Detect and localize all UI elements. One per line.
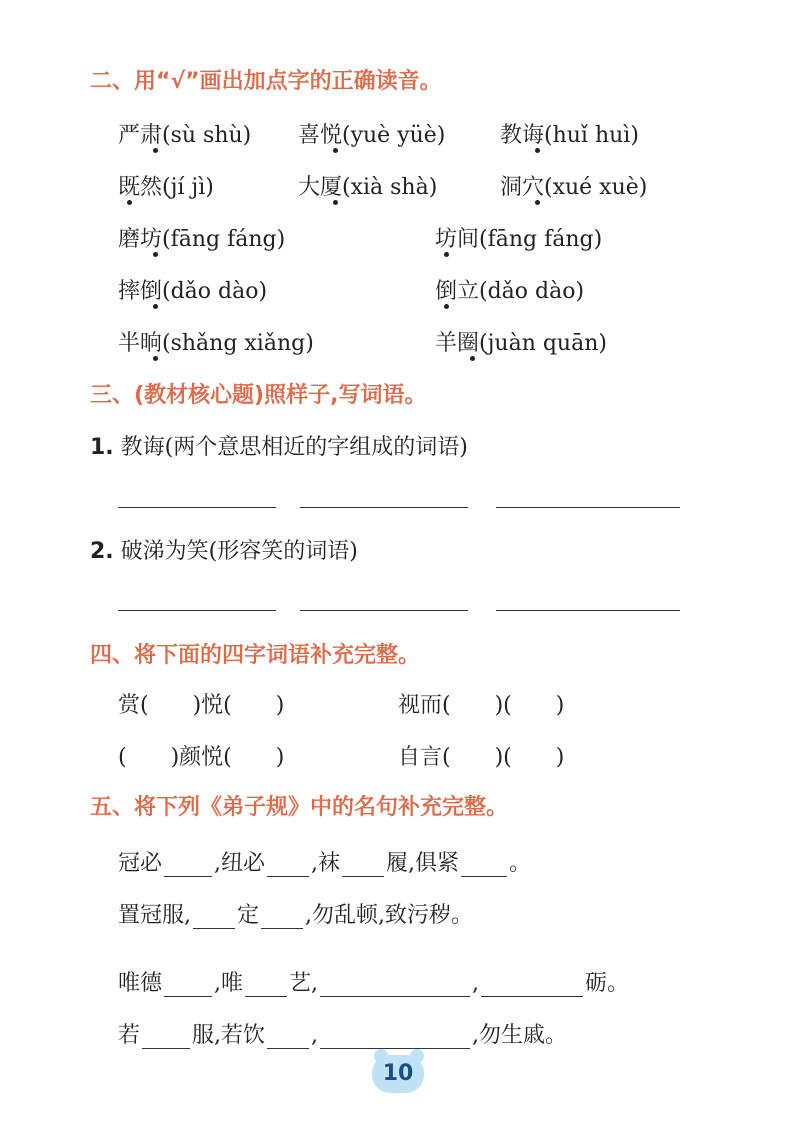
section-5-title: 五、将下列《弟子规》中的名句补充完整。 [90,795,509,820]
emphasis-dot [333,148,338,153]
verse-line-3 [118,966,629,997]
verse-text: ,纽必 [214,851,266,876]
pinyin-item: 半晌(shǎng xiǎng) [118,331,314,356]
emphasis-dot [153,252,158,257]
verse-text: 服,若饮 [192,1023,266,1048]
section-4-title: 四、将下面的四字词语补充完整。 [90,643,421,668]
fill-blank[interactable] [193,908,235,929]
verse-text: , [311,1023,319,1048]
pinyin-item: 坊间(fāng fáng) [435,227,603,252]
idiom-item[interactable]: 视而( )( ) [398,693,565,718]
verse-line-2 [118,898,473,929]
verse-text: 砺。 [585,971,630,996]
verse-text: ,袜 [311,851,341,876]
section-2-title: 二、用“√”画出加点字的正确读音。 [90,69,442,94]
emphasis-dot [127,200,132,205]
emphasis-dot [535,148,540,153]
answer-line[interactable] [300,507,468,508]
fill-blank[interactable] [320,976,470,997]
fill-blank[interactable] [267,1028,309,1049]
fill-blank[interactable] [342,856,384,877]
emphasis-dot [470,356,475,361]
fill-blank[interactable] [320,1028,470,1049]
page-number: 10 [372,1055,424,1093]
emphasis-dot [153,148,158,153]
verse-line-1 [118,846,531,877]
emphasis-dot [444,252,449,257]
verse-text: ,勿生戚。 [472,1023,568,1048]
pinyin-item: 教诲(huǐ huì) [500,123,639,148]
question-2 [90,534,358,565]
emphasis-dot [535,200,540,205]
question-number: 2. [90,539,114,564]
verse-text: , [472,971,480,996]
idiom-item[interactable]: 赏( )悦( ) [118,693,285,718]
section-3-title: 三、(教材核心题)照样子,写词语。 [90,383,427,408]
verse-text: 若 [118,1023,141,1048]
pinyin-item: 严肃(sù shù) [118,123,252,148]
answer-line[interactable] [118,610,276,611]
pinyin-item: 大厦(xià shà) [298,175,438,200]
answer-line[interactable] [496,610,680,611]
fill-blank[interactable] [245,976,287,997]
pinyin-item: 洞穴(xué xuè) [500,175,648,200]
verse-text: 。 [509,851,532,876]
pinyin-item: 摔倒(dǎo dào) [118,279,268,304]
pinyin-item: 磨坊(fāng fáng) [118,227,286,252]
verse-text: 置冠服, [118,903,191,928]
fill-blank[interactable] [461,856,507,877]
question-number: 1. [90,435,114,460]
emphasis-dot [333,200,338,205]
emphasis-dot [153,304,158,309]
pinyin-item: 喜悦(yuè yüè) [298,123,446,148]
answer-line[interactable] [300,610,468,611]
idiom-item[interactable]: 自言( )( ) [398,745,565,770]
fill-blank[interactable] [164,976,212,997]
question-text: 教诲(两个意思相近的字组成的词语) [120,435,468,460]
verse-text: 履,俱紧 [386,851,460,876]
pinyin-item: 羊圈(juàn quān) [435,331,607,356]
question-text: 破涕为笑(形容笑的词语) [120,539,358,564]
question-1 [90,430,468,461]
idiom-item[interactable]: ( )颜悦( ) [118,745,285,770]
fill-blank[interactable] [267,856,309,877]
verse-text: ,勿乱顿,致污秽。 [305,903,474,928]
verse-text: 定 [237,903,260,928]
fill-blank[interactable] [164,856,212,877]
emphasis-dot [153,356,158,361]
verse-line-4 [118,1018,567,1049]
pinyin-item: 既然(jí jì) [118,175,214,200]
answer-line[interactable] [118,507,276,508]
verse-text: 唯德 [118,971,163,996]
verse-text: 艺, [289,971,319,996]
fill-blank[interactable] [481,976,583,997]
verse-text: ,唯 [214,971,244,996]
fill-blank[interactable] [261,908,303,929]
emphasis-dot [444,304,449,309]
fill-blank[interactable] [142,1028,190,1049]
pinyin-item: 倒立(dǎo dào) [435,279,585,304]
answer-line[interactable] [496,507,680,508]
verse-text: 冠必 [118,851,163,876]
